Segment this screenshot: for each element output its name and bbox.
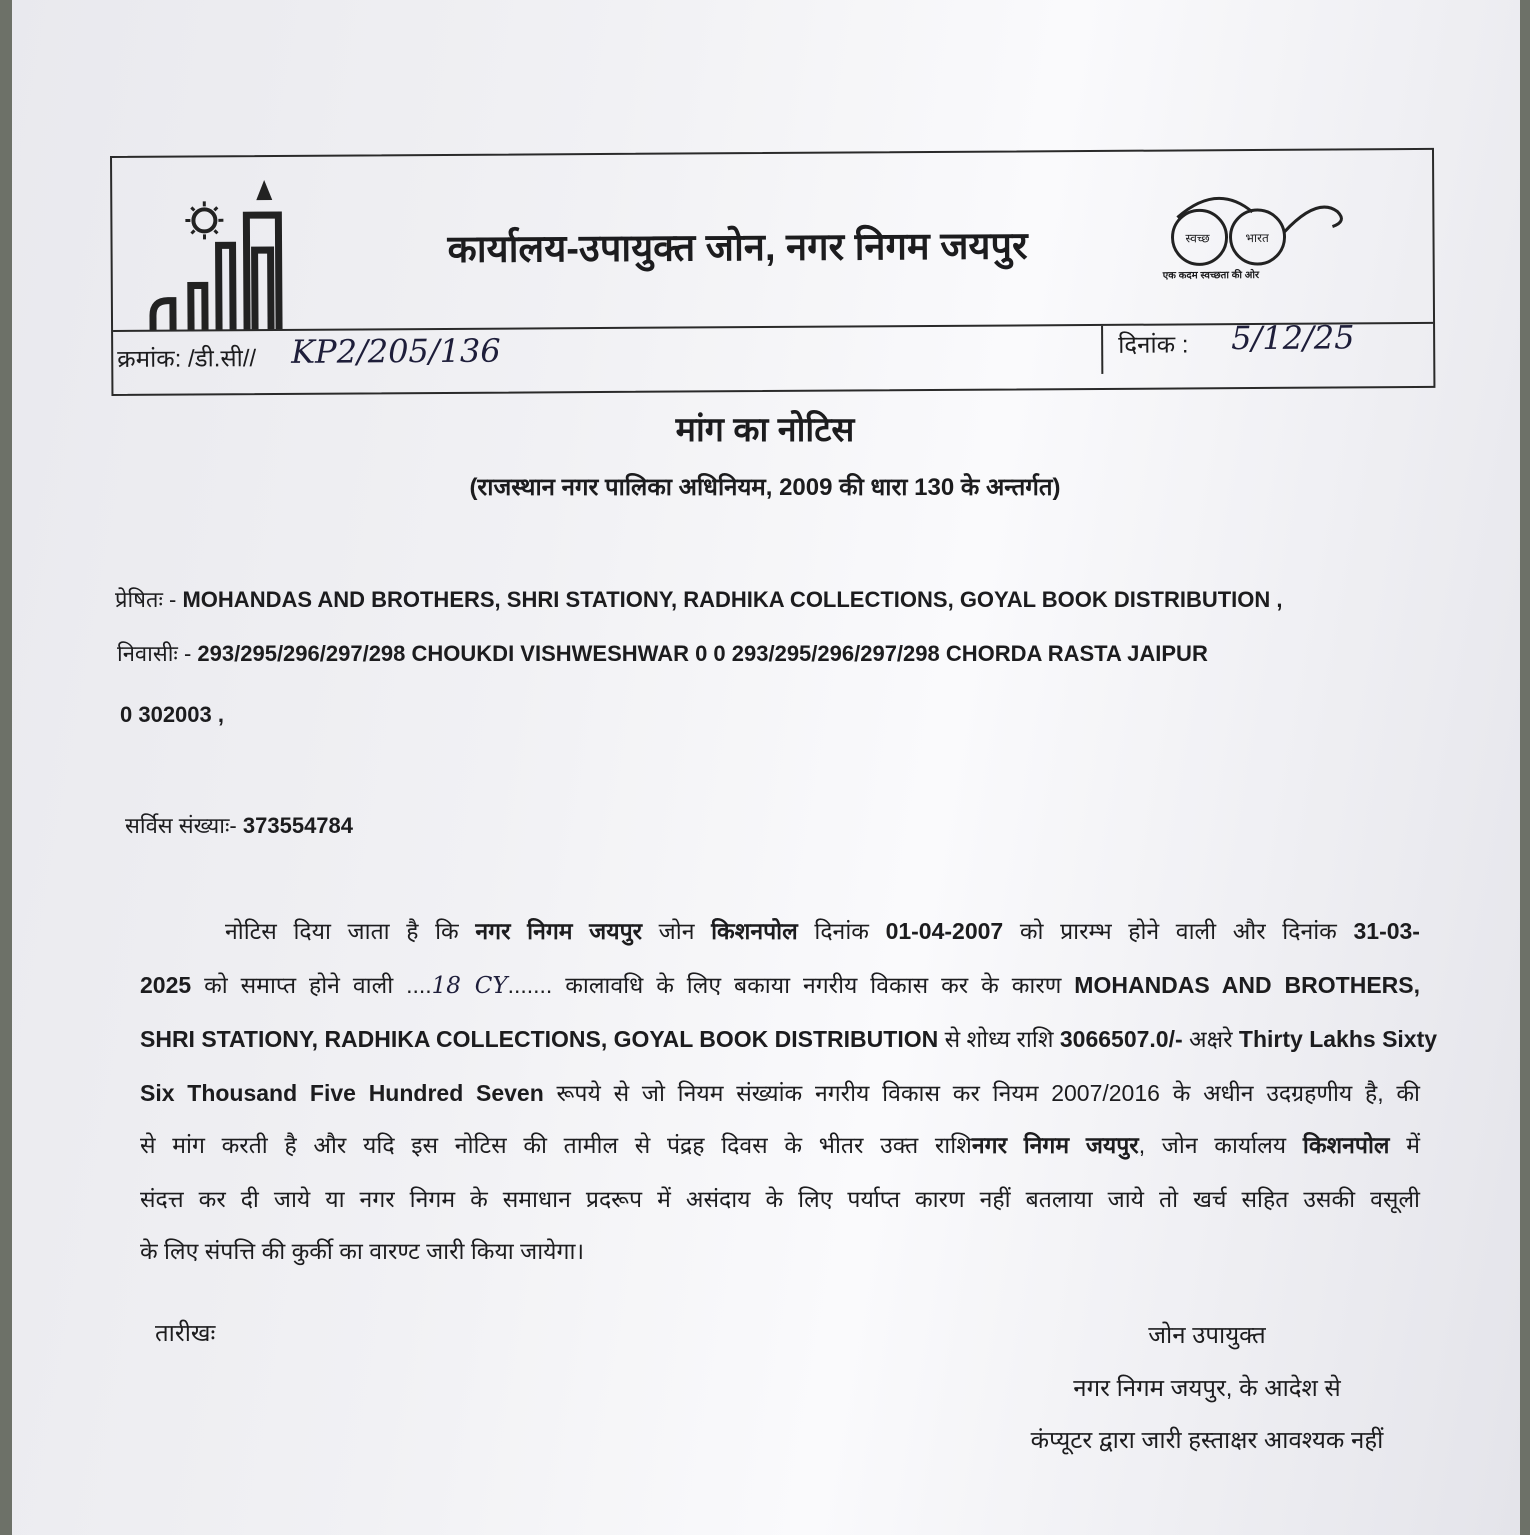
resident-line [117,638,1208,668]
resident-line-2 [120,702,224,728]
signatory-title: जोन उपायुक्त [957,1318,1457,1351]
ref-label: क्रमांक: /डी.सी// [117,341,256,375]
notice-text: किशनपोल [711,918,798,944]
notice-text: जोन [642,918,711,944]
notice-text: में [1390,1132,1420,1158]
notice-text: संदत्त कर दी जाये या नगर निगम के समाधान प्रदरूप में असंदाय के लिए पर्याप्त कारण नहीं बतलाया जाये तो खर्च सहित उसकी वसूली [140,1186,1420,1212]
notice-line [140,1234,1420,1266]
notice-text: Thirty Lakhs Sixty [1239,1026,1437,1052]
service-line [125,810,353,840]
notice-text: 01-04-2007 [886,918,1004,944]
notice-text: को प्रारम्भ होने वाली और दिनांक [1003,918,1353,944]
notice-text: से मांग करती है और यदि इस नोटिस की तामील से पंद्रह दिवस के भीतर उक्त राशि [140,1132,972,1158]
notice-text: नोटिस दिया जाता है कि [225,918,475,944]
row-divider [1101,326,1103,374]
notice-heading: मांग का नोटिस [0,405,1530,451]
notice-line [225,914,1420,946]
signature-note: कंप्यूटर द्वारा जारी हस्ताक्षर आवश्यक नहीं [957,1423,1457,1456]
notice-text: 31-03- [1353,918,1419,944]
notice-line [140,1022,1420,1054]
notice-text: से शोध्य राशि [938,1026,1060,1052]
notice-subheading: (राजस्थान नगर पालिका अधिनियम, 2009 की धारा 130 के अन्तर्गत) [0,470,1530,503]
resident-value: 293/295/296/297/298 CHOUKDI VISHWESHWAR 0 0 293/295/296/297/298 CHORDA RASTA JAIPUR [197,641,1207,666]
notice-text: 3066507.0/- [1060,1026,1183,1052]
resident-value-2: 0 302003 , [120,702,224,727]
bharat-text: भारत [1245,229,1268,246]
notice-line [140,968,1420,1000]
service-label: सर्विस संख्याः- [125,813,237,838]
notice-text: दिनांक [798,918,886,944]
service-number: 373554784 [243,813,353,838]
notice-text: ....... कालावधि के लिए बकाया नगरीय विकास कर के कारण [508,972,1075,998]
signatory-order: नगर निगम जयपुर, के आदेश से [957,1371,1457,1404]
notice-text: को समाप्त होने वाली .... [191,972,431,998]
reference-row [113,322,1433,380]
notice-text: किशनपोल [1303,1132,1390,1158]
notice-text: नगर निगम जयपुर [972,1132,1139,1158]
swachh-bharat-logo [1157,186,1358,287]
to-value: MOHANDAS AND BROTHERS, SHRI STATIONY, RADHIKA COLLECTIONS, GOYAL BOOK DISTRIBUTION , [182,587,1282,612]
glasses-icon [1157,186,1357,267]
date-label: दिनांक : [1118,327,1188,360]
notice-text: नगर निगम जयपुर [475,918,642,944]
notice-text: MOHANDAS AND BROTHERS, [1074,972,1420,998]
nagar-nigam-logo [142,175,293,336]
footer-date-label: तारीखः [155,1316,215,1349]
recipient-line [115,584,1283,614]
notice-text: , जोन कार्यालय [1139,1132,1303,1158]
swachh-tagline: एक कदम स्वच्छता की ओर [1163,267,1259,282]
notice-line [140,1182,1420,1214]
date-handwritten: 5/12/25 [1231,318,1355,357]
notice-line [140,1076,1420,1108]
notice-text: अक्षरे [1183,1026,1239,1052]
swachh-text: स्वच्छ [1185,229,1209,246]
letterhead-box [110,148,1435,396]
notice-text: 2025 [140,972,191,998]
period-handwritten: 18 CY [432,973,508,999]
notice-text: Six Thousand Five Hundred Seven [140,1080,544,1106]
notice-line [140,1128,1420,1160]
notice-text: रूपये से जो नियम संख्यांक नगरीय विकास कर नियम 2007/2016 के अधीन उदग्रहणीय है, की [544,1080,1420,1106]
office-title: कार्यालय-उपायुक्त जोन, नगर निगम जयपुर [447,218,1027,274]
notice-text: SHRI STATIONY, RADHIKA COLLECTIONS, GOYAL BOOK DISTRIBUTION [140,1026,938,1052]
resident-label: निवासीः - [117,641,191,666]
to-label: प्रेषितः - [115,587,176,612]
notice-text: के लिए संपत्ति की कुर्की का वारण्ट जारी किया जायेगा। [140,1238,584,1264]
ref-number-handwritten: KP2/205/136 [291,332,501,371]
